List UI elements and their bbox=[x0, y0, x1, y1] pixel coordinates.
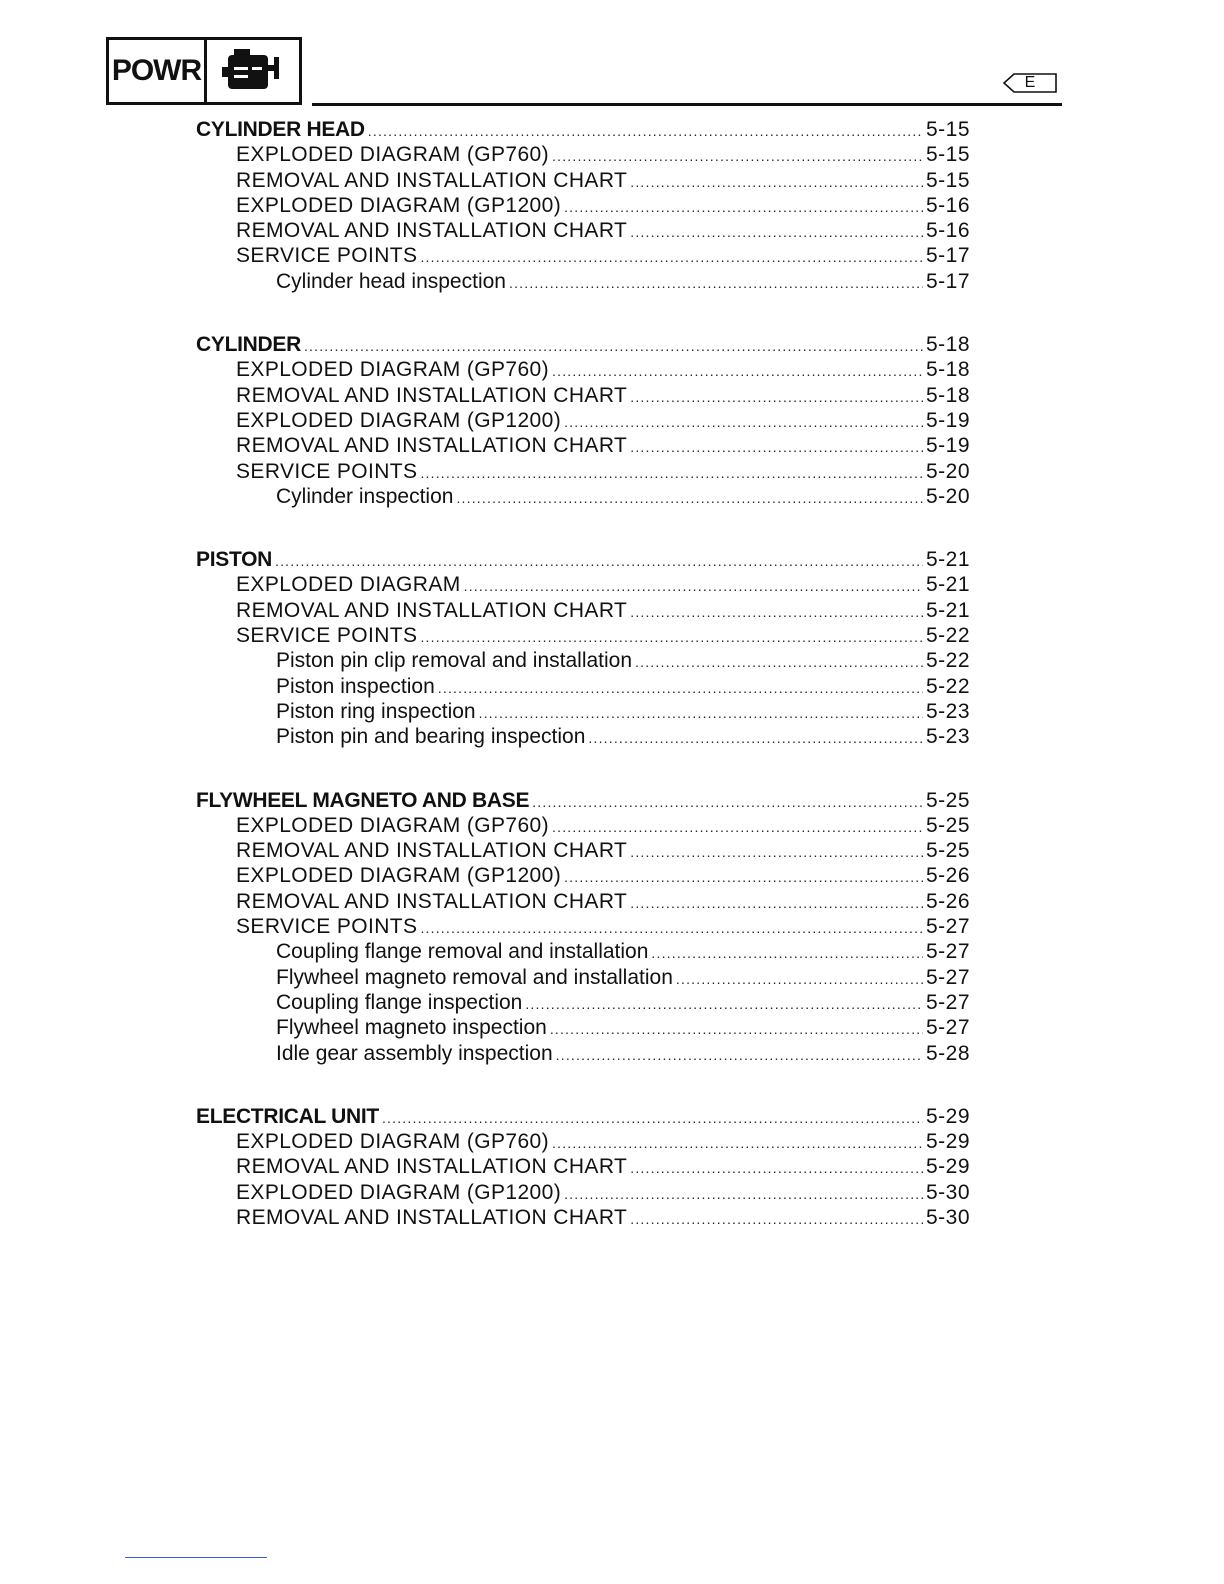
toc-entry-label: REMOVAL AND INSTALLATION CHART bbox=[236, 889, 628, 913]
toc-page-number: 5-29 bbox=[925, 1104, 970, 1128]
dot-leader bbox=[564, 869, 923, 885]
toc-page-number: 5-27 bbox=[925, 990, 970, 1014]
toc-page-number: 5-27 bbox=[925, 940, 970, 964]
toc-entry-label: REMOVAL AND INSTALLATION CHART bbox=[236, 219, 628, 243]
toc-entry[interactable] bbox=[196, 460, 970, 485]
dot-leader bbox=[382, 1110, 923, 1126]
toc-entry-label: SERVICE POINTS bbox=[236, 624, 418, 648]
dot-leader bbox=[630, 439, 923, 455]
toc-page-number: 5-30 bbox=[925, 1205, 970, 1229]
toc-page-number: 5-16 bbox=[925, 193, 970, 217]
toc-page-number: 5-25 bbox=[925, 839, 970, 863]
toc-entry-label: Cylinder head inspection bbox=[276, 269, 506, 293]
toc-entry-label: SERVICE POINTS bbox=[236, 915, 418, 939]
toc-section-heading[interactable] bbox=[196, 1105, 970, 1130]
toc-page-number: 5-22 bbox=[925, 649, 970, 673]
dot-leader bbox=[651, 945, 923, 961]
dot-leader bbox=[552, 363, 923, 379]
toc-entry[interactable] bbox=[196, 194, 970, 219]
dot-leader bbox=[630, 604, 923, 620]
toc-page-number: 5-16 bbox=[925, 219, 970, 243]
toc-page-number: 5-22 bbox=[925, 624, 970, 648]
toc-entry-label: Piston ring inspection bbox=[276, 699, 476, 723]
toc-entry[interactable] bbox=[196, 434, 970, 459]
toc-entry-label: EXPLODED DIAGRAM (GP1200) bbox=[236, 864, 562, 888]
toc-page-number: 5-27 bbox=[925, 915, 970, 939]
toc-entry-label: REMOVAL AND INSTALLATION CHART bbox=[236, 383, 628, 407]
toc-page-number: 5-28 bbox=[925, 1041, 970, 1065]
toc-section-heading[interactable] bbox=[196, 548, 970, 573]
toc-entry[interactable] bbox=[196, 966, 970, 991]
toc-entry-label: EXPLODED DIAGRAM (GP760) bbox=[236, 1130, 550, 1154]
toc-page-number: 5-19 bbox=[925, 408, 970, 432]
toc-page-number: 5-15 bbox=[925, 168, 970, 192]
toc-entry-label: SERVICE POINTS bbox=[236, 459, 418, 483]
toc-entry[interactable] bbox=[196, 814, 970, 839]
toc-entry[interactable] bbox=[196, 675, 970, 700]
toc-page-number: 5-19 bbox=[925, 434, 970, 458]
toc-page-number: 5-25 bbox=[925, 788, 970, 812]
dot-leader bbox=[552, 148, 923, 164]
toc-section bbox=[196, 548, 970, 750]
toc-section bbox=[196, 333, 970, 510]
dot-leader bbox=[420, 629, 923, 645]
toc-entry[interactable] bbox=[196, 839, 970, 864]
toc-entry[interactable] bbox=[196, 599, 970, 624]
toc-entry-label: EXPLODED DIAGRAM (GP1200) bbox=[236, 193, 562, 217]
table-of-contents bbox=[196, 118, 970, 1269]
toc-entry[interactable] bbox=[196, 1181, 970, 1206]
toc-entry[interactable] bbox=[196, 1130, 970, 1155]
dot-leader bbox=[552, 819, 923, 835]
toc-entry-label: SERVICE POINTS bbox=[236, 244, 418, 268]
toc-entry-label: FLYWHEEL MAGNETO AND BASE bbox=[196, 788, 530, 812]
toc-entry-label: EXPLODED DIAGRAM bbox=[236, 573, 461, 597]
section-badge bbox=[106, 37, 302, 105]
toc-entry-label: REMOVAL AND INSTALLATION CHART bbox=[236, 839, 628, 863]
toc-entry[interactable] bbox=[196, 991, 970, 1016]
toc-section bbox=[196, 118, 970, 295]
toc-entry[interactable] bbox=[196, 624, 970, 649]
dot-leader bbox=[552, 1135, 923, 1151]
dot-leader bbox=[464, 578, 923, 594]
toc-entry-label: EXPLODED DIAGRAM (GP1200) bbox=[236, 1180, 562, 1204]
toc-entry[interactable] bbox=[196, 573, 970, 598]
header-rule bbox=[312, 103, 1062, 106]
dot-leader bbox=[550, 1021, 923, 1037]
dot-leader bbox=[525, 996, 923, 1012]
language-badge bbox=[1000, 72, 1060, 94]
toc-page-number: 5-18 bbox=[925, 333, 970, 357]
toc-page-number: 5-15 bbox=[925, 118, 970, 141]
toc-page-number: 5-25 bbox=[925, 813, 970, 837]
toc-entry-label: REMOVAL AND INSTALLATION CHART bbox=[236, 434, 628, 458]
toc-entry-label: ELECTRICAL UNIT bbox=[196, 1104, 379, 1128]
toc-entry[interactable] bbox=[196, 358, 970, 383]
toc-entry-label: CYLINDER HEAD bbox=[196, 118, 365, 141]
dot-leader bbox=[630, 389, 923, 405]
toc-entry[interactable] bbox=[196, 485, 970, 510]
toc-entry-label: Coupling flange removal and installation bbox=[276, 940, 649, 964]
dot-leader bbox=[420, 465, 923, 481]
toc-entry[interactable] bbox=[196, 700, 970, 725]
dot-leader bbox=[630, 1160, 923, 1176]
toc-entry[interactable] bbox=[196, 649, 970, 674]
toc-entry[interactable] bbox=[196, 270, 970, 295]
toc-entry-label: CYLINDER bbox=[196, 333, 301, 357]
dot-leader bbox=[304, 338, 923, 354]
toc-entry-label: PISTON bbox=[196, 548, 272, 572]
dot-leader bbox=[420, 920, 923, 936]
dot-leader bbox=[556, 1047, 923, 1063]
toc-entry-label: Cylinder inspection bbox=[276, 484, 454, 508]
toc-entry-label: REMOVAL AND INSTALLATION CHART bbox=[236, 168, 628, 192]
dot-leader bbox=[456, 490, 923, 506]
dot-leader bbox=[438, 680, 923, 696]
dot-leader bbox=[420, 249, 923, 265]
toc-entry-label: Idle gear assembly inspection bbox=[276, 1041, 553, 1065]
toc-section-heading[interactable] bbox=[196, 333, 970, 358]
language-badge-label: E bbox=[1024, 74, 1036, 91]
toc-page-number: 5-29 bbox=[925, 1130, 970, 1154]
dot-leader bbox=[630, 844, 923, 860]
toc-entry-label: REMOVAL AND INSTALLATION CHART bbox=[236, 1205, 628, 1229]
toc-page-number: 5-20 bbox=[925, 484, 970, 508]
toc-section bbox=[196, 789, 970, 1067]
toc-entry-label: EXPLODED DIAGRAM (GP760) bbox=[236, 358, 550, 382]
footer-rule bbox=[125, 1557, 267, 1558]
dot-leader bbox=[635, 654, 923, 670]
section-badge-label: POWR bbox=[109, 40, 207, 102]
engine-icon bbox=[207, 40, 299, 102]
toc-entry[interactable] bbox=[196, 940, 970, 965]
toc-page-number: 5-18 bbox=[925, 383, 970, 407]
dot-leader bbox=[532, 794, 923, 810]
toc-section bbox=[196, 1105, 970, 1231]
toc-page-number: 5-30 bbox=[925, 1180, 970, 1204]
toc-entry-label: Piston inspection bbox=[276, 674, 435, 698]
toc-page-number: 5-23 bbox=[925, 699, 970, 723]
dot-leader bbox=[630, 895, 923, 911]
toc-section-heading[interactable] bbox=[196, 789, 970, 814]
toc-entry[interactable] bbox=[196, 915, 970, 940]
toc-page-number: 5-21 bbox=[925, 548, 970, 572]
toc-entry-label: EXPLODED DIAGRAM (GP760) bbox=[236, 143, 550, 167]
toc-page-number: 5-23 bbox=[925, 725, 970, 749]
toc-page-number: 5-18 bbox=[925, 358, 970, 382]
toc-page-number: 5-26 bbox=[925, 889, 970, 913]
dot-leader bbox=[588, 730, 923, 746]
toc-entry-label: EXPLODED DIAGRAM (GP1200) bbox=[236, 408, 562, 432]
toc-page-number: 5-15 bbox=[925, 143, 970, 167]
toc-entry[interactable] bbox=[196, 1016, 970, 1041]
toc-page-number: 5-17 bbox=[925, 244, 970, 268]
toc-entry-label: REMOVAL AND INSTALLATION CHART bbox=[236, 598, 628, 622]
toc-page-number: 5-26 bbox=[925, 864, 970, 888]
toc-entry-label: Flywheel magneto inspection bbox=[276, 1016, 547, 1040]
dot-leader bbox=[368, 123, 923, 139]
toc-page-number: 5-27 bbox=[925, 965, 970, 989]
toc-section-heading[interactable] bbox=[196, 118, 970, 143]
toc-entry[interactable] bbox=[196, 1042, 970, 1067]
toc-entry[interactable] bbox=[196, 169, 970, 194]
toc-entry-label: Piston pin and bearing inspection bbox=[276, 725, 586, 749]
dot-leader bbox=[676, 971, 923, 987]
toc-page-number: 5-22 bbox=[925, 674, 970, 698]
toc-entry-label: EXPLODED DIAGRAM (GP760) bbox=[236, 813, 550, 837]
toc-entry-label: Piston pin clip removal and installation bbox=[276, 649, 633, 673]
toc-page-number: 5-20 bbox=[925, 459, 970, 483]
toc-page-number: 5-17 bbox=[925, 269, 970, 293]
dot-leader bbox=[630, 1211, 923, 1227]
toc-entry[interactable] bbox=[196, 384, 970, 409]
toc-page-number: 5-29 bbox=[925, 1155, 970, 1179]
dot-leader bbox=[630, 174, 923, 190]
toc-entry-label: REMOVAL AND INSTALLATION CHART bbox=[236, 1155, 628, 1179]
dot-leader bbox=[509, 275, 923, 291]
dot-leader bbox=[479, 705, 923, 721]
toc-entry[interactable] bbox=[196, 864, 970, 889]
toc-entry[interactable] bbox=[196, 143, 970, 168]
toc-entry[interactable] bbox=[196, 1206, 970, 1231]
toc-page-number: 5-27 bbox=[925, 1016, 970, 1040]
dot-leader bbox=[630, 224, 923, 240]
toc-page-number: 5-21 bbox=[925, 573, 970, 597]
dot-leader bbox=[564, 1186, 923, 1202]
toc-entry[interactable] bbox=[196, 219, 970, 244]
toc-entry[interactable] bbox=[196, 1155, 970, 1180]
toc-entry-label: Flywheel magneto removal and installation bbox=[276, 965, 673, 989]
toc-entry[interactable] bbox=[196, 890, 970, 915]
toc-entry[interactable] bbox=[196, 409, 970, 434]
toc-page-number: 5-21 bbox=[925, 598, 970, 622]
toc-entry[interactable] bbox=[196, 244, 970, 269]
dot-leader bbox=[275, 553, 923, 569]
toc-entry-label: Coupling flange inspection bbox=[276, 990, 523, 1014]
dot-leader bbox=[564, 414, 923, 430]
toc-entry[interactable] bbox=[196, 725, 970, 750]
dot-leader bbox=[564, 199, 923, 215]
